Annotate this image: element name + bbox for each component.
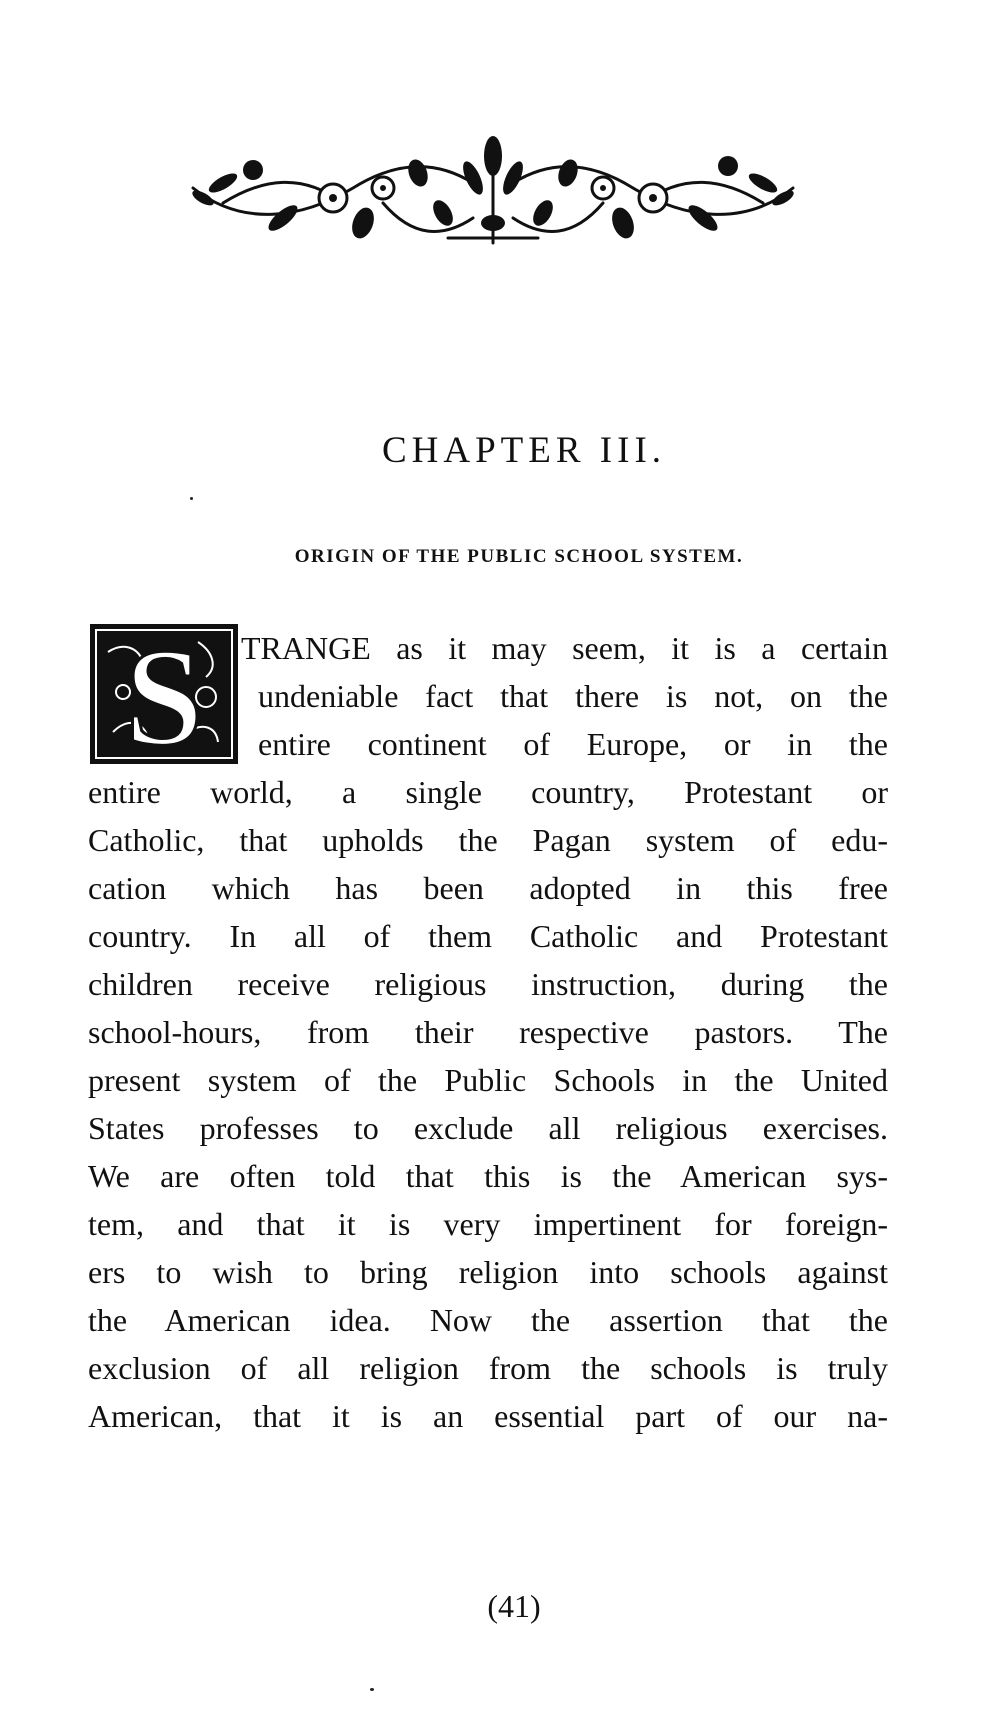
print-speck <box>190 497 193 500</box>
text-line: undeniable fact that there is not, on the <box>258 678 888 714</box>
text-line: TRANGE as it may seem, it is a certain <box>241 630 888 666</box>
print-speck <box>370 1688 374 1691</box>
text-line: tem, and that it is very impertinent for foreign- <box>88 1206 888 1242</box>
page-number: (41) <box>487 1588 541 1624</box>
text-line: children receive religious instruction, during the <box>88 966 888 1002</box>
text-line: entire continent of Europe, or in the <box>258 726 888 762</box>
floral-headpiece-ornament <box>183 128 803 258</box>
text-line: country. In all of them Catholic and Protestant <box>88 918 888 954</box>
text-line: exclusion of all religion from the schools is truly <box>88 1350 888 1386</box>
text-line: American, that it is an essential part of our na- <box>88 1398 888 1434</box>
text-line: the American idea. Now the assertion that the <box>88 1302 888 1338</box>
chapter-subtitle: ORIGIN OF THE PUBLIC SCHOOL SYSTEM. <box>294 546 744 567</box>
text-line: We are often told that this is the American sys- <box>88 1158 888 1194</box>
text-line: States professes to exclude all religious exercises. <box>88 1110 888 1146</box>
chapter-title: CHAPTER III. <box>381 430 667 471</box>
text-line: Catholic, that upholds the Pagan system of edu- <box>88 822 888 858</box>
text-line: school-hours, from their respective pastors. The <box>88 1014 888 1050</box>
drop-cap-letter: S <box>125 622 203 766</box>
text-line: ers to wish to bring religion into schools against <box>88 1254 888 1290</box>
text-line: present system of the Public Schools in the United <box>88 1062 888 1098</box>
text-line: entire world, a single country, Protestant or <box>88 774 888 810</box>
drop-cap-s-ornament <box>88 622 240 766</box>
text-line: cation which has been adopted in this free <box>88 870 888 906</box>
